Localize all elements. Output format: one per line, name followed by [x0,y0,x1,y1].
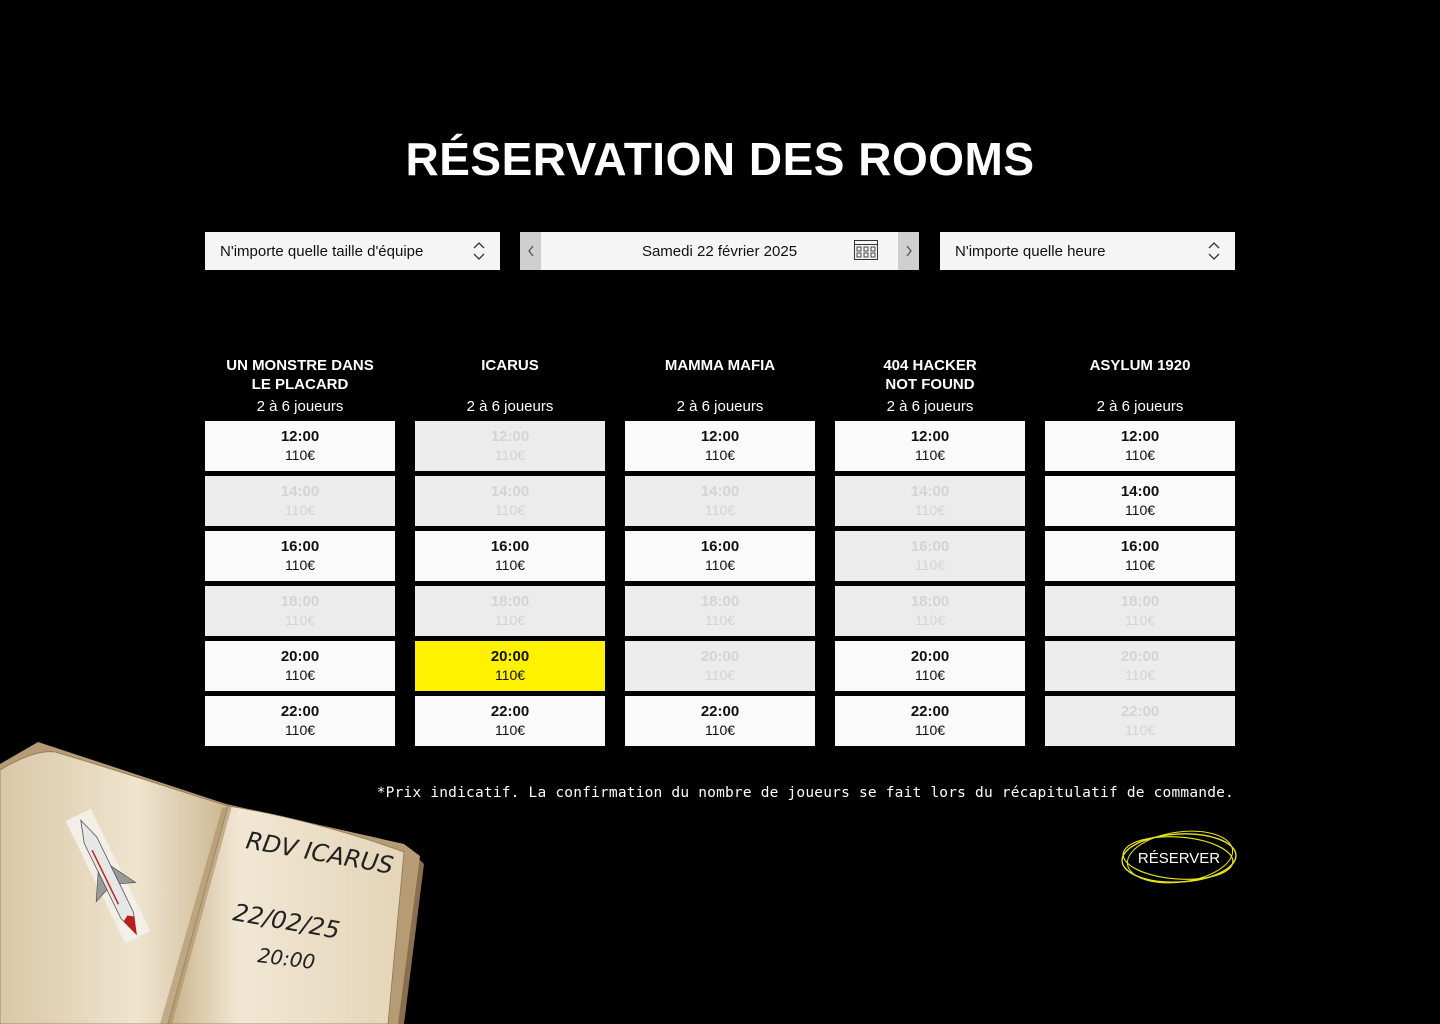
date-display[interactable] [541,232,898,270]
slot-price: 110€ [284,612,316,628]
time-slot[interactable] [205,531,395,581]
book-line-1: RDV ICARUS [243,826,396,880]
team-size-value: N'importe quelle taille d'équipe [220,242,424,260]
slot-price: 110€ [704,722,736,738]
slot-price: 110€ [1124,557,1156,573]
room-name-line-1: UN MONSTRE DANS [226,357,374,374]
time-slot[interactable] [835,421,1025,471]
slot-price: 110€ [1124,612,1156,628]
time-slot [1045,586,1235,636]
slot-price: 110€ [914,502,946,518]
slot-price: 110€ [284,557,316,573]
time-slot [625,586,815,636]
time-slot[interactable] [1045,476,1235,526]
slot-price: 110€ [494,502,526,518]
slot-price: 110€ [704,667,736,683]
room-name-line-1: ASYLUM 1920 [1089,357,1191,374]
chevron-right-icon [905,245,913,257]
room-column [625,356,815,738]
time-slot[interactable] [415,696,605,746]
previous-day-button[interactable] [520,232,541,270]
time-slot [205,476,395,526]
next-day-button[interactable] [898,232,919,270]
time-value: N'importe quelle heure [955,242,1106,260]
chevron-up-down-icon [1207,240,1221,262]
time-slot[interactable] [415,531,605,581]
page-title: RÉSERVATION DES ROOMS [405,133,1035,185]
team-size-select[interactable] [205,232,500,270]
room-name-line-1: 404 HACKER [883,357,977,374]
chevron-left-icon [527,245,535,257]
date-picker [520,232,919,270]
slot-time: 22:00 [1120,703,1160,720]
room-name-line-2: LE PLACARD [251,376,349,393]
slot-time: 16:00 [910,538,950,555]
slot-time: 12:00 [1120,428,1160,445]
slot-time: 18:00 [910,593,950,610]
room-name [625,356,815,400]
room-name [205,356,395,400]
room-column [835,356,1025,738]
price-disclaimer: *Prix indicatif. La confirmation du nombre de joueurs se fait lors du récapitulatif de commande. [376,785,1234,801]
slot-time: 20:00 [910,648,950,665]
room-name-line-2: NOT FOUND [885,376,975,393]
slot-price: 110€ [494,722,526,738]
slot-time: 14:00 [280,483,320,500]
slot-price: 110€ [1124,667,1156,683]
slot-price: 110€ [704,502,736,518]
book-line-2: 22/02/25 [230,898,342,945]
slot-time: 22:00 [490,703,530,720]
slot-price: 110€ [284,502,316,518]
room-column [205,356,395,738]
slot-price: 110€ [494,447,526,463]
slot-price: 110€ [914,722,946,738]
slot-time: 14:00 [490,483,530,500]
slot-price: 110€ [914,447,946,463]
slot-price: 110€ [494,557,526,573]
slot-price: 110€ [704,612,736,628]
time-slot[interactable] [625,696,815,746]
slot-time: 18:00 [1120,593,1160,610]
time-slot [835,586,1025,636]
time-slot [205,586,395,636]
slot-price: 110€ [494,612,526,628]
reserve-label: RÉSERVER [1137,849,1221,867]
slot-time: 12:00 [700,428,740,445]
slot-time: 14:00 [910,483,950,500]
room-name [835,356,1025,400]
room-name-line-1: MAMMA MAFIA [664,357,776,374]
time-slot[interactable] [625,531,815,581]
chevron-up-down-icon [472,240,486,262]
room-players: 2 à 6 joueurs [886,398,974,415]
slot-time: 16:00 [280,538,320,555]
slot-price: 110€ [1124,502,1156,518]
slot-price: 110€ [704,447,736,463]
room-name [1045,356,1235,400]
slot-time: 12:00 [280,428,320,445]
time-slot [415,421,605,471]
time-slot [1045,696,1235,746]
time-slot[interactable] [205,696,395,746]
room-players: 2 à 6 joueurs [1096,398,1184,415]
room-players: 2 à 6 joueurs [466,398,554,415]
reserve-button[interactable] [1118,829,1240,887]
slot-price: 110€ [914,612,946,628]
notebook-illustration [0,740,430,1024]
book-line-3: 20:00 [256,943,317,974]
room-name [415,356,605,400]
slot-price: 110€ [704,557,736,573]
room-players: 2 à 6 joueurs [676,398,764,415]
slot-time: 14:00 [700,483,740,500]
slot-time: 16:00 [490,538,530,555]
time-slot[interactable] [835,641,1025,691]
slot-price: 110€ [1124,722,1156,738]
slot-time: 20:00 [700,648,740,665]
time-slot [1045,641,1235,691]
slot-time: 22:00 [910,703,950,720]
slot-price: 110€ [914,557,946,573]
time-slot [835,476,1025,526]
time-slot[interactable] [415,641,605,691]
time-slot[interactable] [1045,531,1235,581]
slot-time: 16:00 [1120,538,1160,555]
date-value: Samedi 22 février 2025 [641,242,798,260]
time-slot[interactable] [1045,421,1235,471]
slot-time: 16:00 [700,538,740,555]
slot-time: 12:00 [490,428,530,445]
slot-time: 14:00 [1120,483,1160,500]
slot-time: 18:00 [490,593,530,610]
time-slot[interactable] [625,421,815,471]
slot-price: 110€ [1124,447,1156,463]
time-slot [625,476,815,526]
time-slot [415,476,605,526]
slot-time: 18:00 [280,593,320,610]
slot-time: 20:00 [1120,648,1160,665]
slot-price: 110€ [914,667,946,683]
slot-time: 22:00 [700,703,740,720]
slot-price: 110€ [284,722,316,738]
time-slot[interactable] [205,641,395,691]
slot-time: 12:00 [910,428,950,445]
time-select[interactable] [940,232,1235,270]
slot-time: 22:00 [280,703,320,720]
slot-time: 20:00 [280,648,320,665]
room-column [415,356,605,738]
slot-time: 18:00 [700,593,740,610]
time-slot [415,586,605,636]
time-slot[interactable] [835,696,1025,746]
time-slot [625,641,815,691]
time-slot [835,531,1025,581]
time-slot[interactable] [205,421,395,471]
slot-price: 110€ [284,447,316,463]
calendar-icon[interactable] [854,240,878,264]
slot-price: 110€ [284,667,316,683]
slot-time: 20:00 [490,648,530,665]
filter-bar [205,232,1235,270]
room-players: 2 à 6 joueurs [256,398,344,415]
room-column [1045,356,1235,738]
slot-price: 110€ [494,667,526,683]
room-name-line-1: ICARUS [481,357,539,374]
